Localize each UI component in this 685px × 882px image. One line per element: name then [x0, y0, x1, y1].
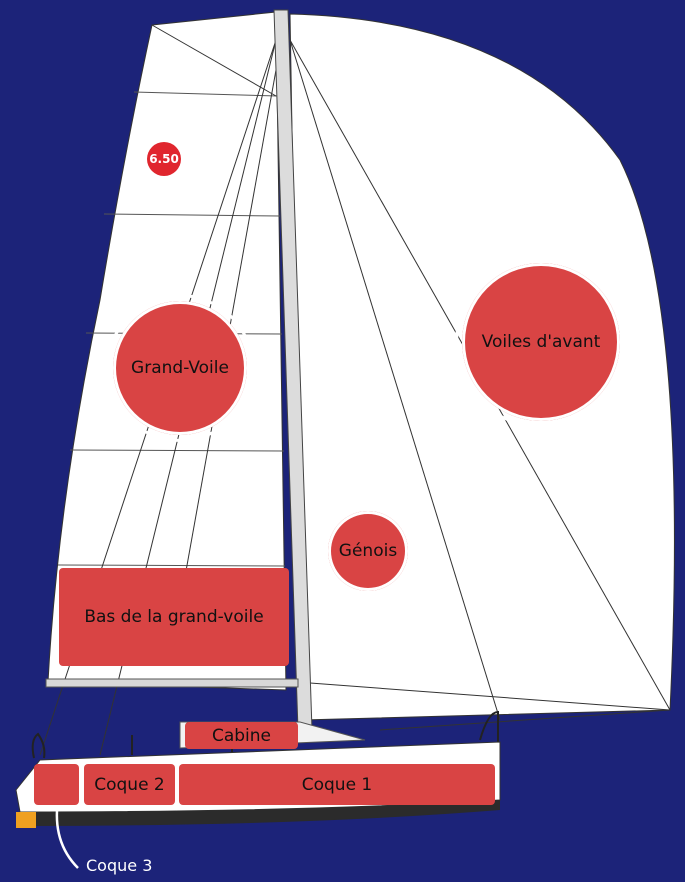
coque2-label: Coque 2 — [94, 774, 165, 795]
stern-accent — [16, 812, 36, 828]
voiles-avant-label: Voiles d'avant — [481, 332, 601, 352]
coque3-hotspot[interactable] — [34, 764, 79, 805]
cabine-hotspot[interactable] — [185, 722, 298, 749]
genois-label: Génois — [338, 541, 398, 561]
genois-hotspot[interactable] — [328, 511, 408, 591]
coque2-hotspot[interactable] — [84, 764, 175, 805]
bas-grand-voile-label: Bas de la grand-voile — [84, 607, 264, 627]
grand-voile-hotspot[interactable] — [113, 301, 247, 435]
coque1-label: Coque 1 — [301, 774, 373, 795]
class-650-badge: 6.50 — [147, 142, 181, 176]
voiles-avant-hotspot[interactable] — [462, 263, 620, 421]
cabine-label: Cabine — [211, 725, 272, 746]
coque1-hotspot[interactable] — [179, 764, 495, 805]
coque3-label: Coque 3 — [86, 856, 153, 875]
bas-grand-voile-hotspot[interactable] — [59, 568, 289, 666]
boom — [46, 679, 298, 687]
grand-voile-label: Grand-Voile — [131, 358, 229, 378]
